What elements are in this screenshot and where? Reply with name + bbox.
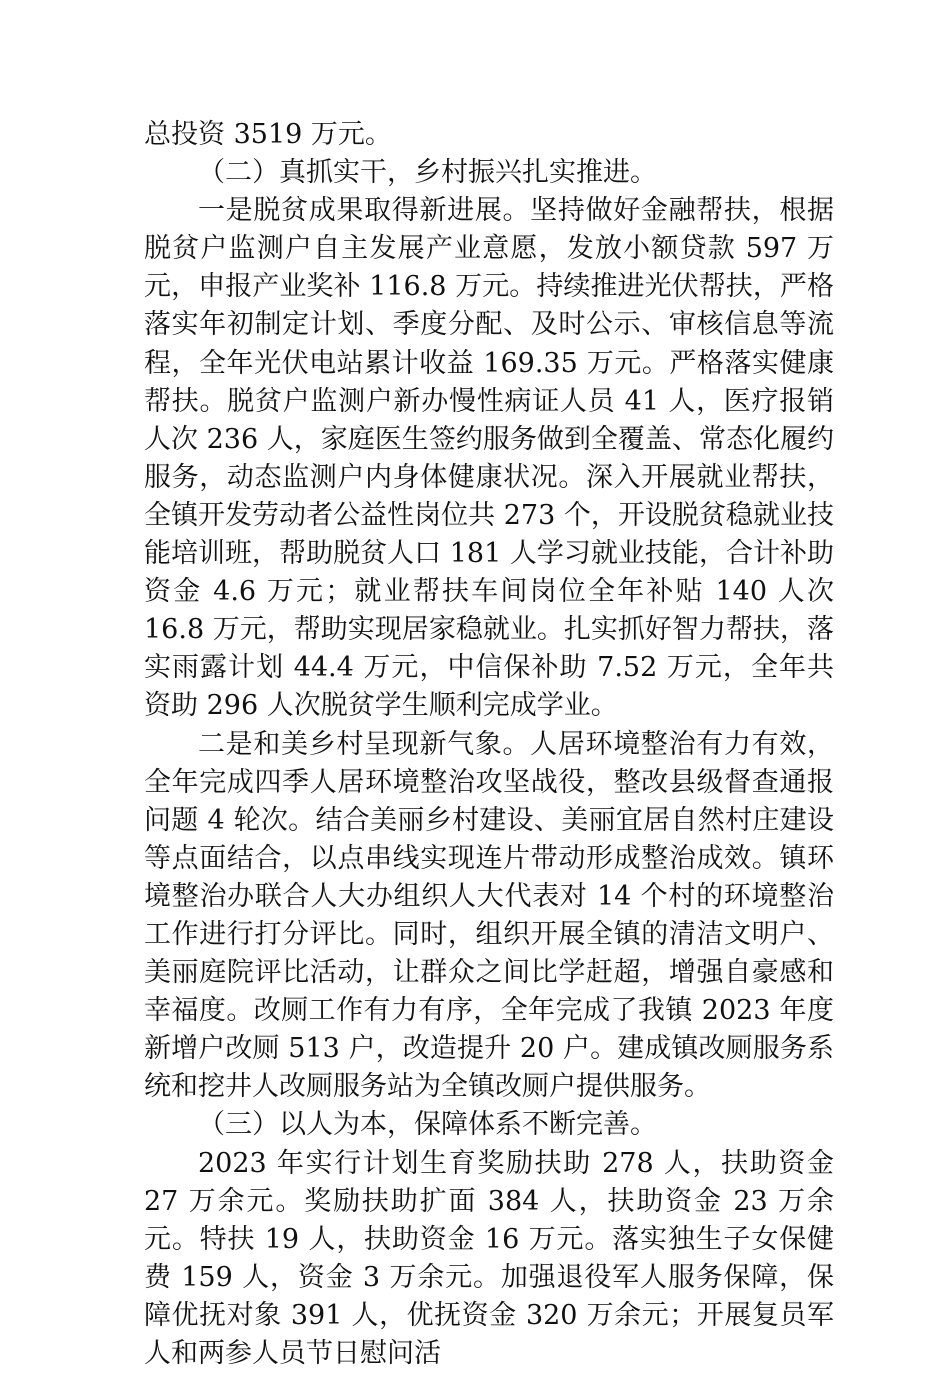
paragraph-total-investment: 总投资 3519 万元。 [144,119,392,150]
section-heading-security-system: （三）以人为本，保障体系不断完善。 [198,1109,657,1141]
document-body [144,116,834,1373]
paragraph-harmonious-village: 二是和美乡村呈现新气象。人居环境整治有力有效，全年完成四季人居环境整治攻坚战役，整改县级督查通报问题 4 轮次。结合美丽乡村建设、美丽宜居自然村庄建设等点面结合，以点串线实现连片带动形成整治成效。镇环境整治办联合人大办组织人大代表对 14 个村的环境整治工作进行打分评比。同时，组织开展全镇的清洁文明户、美丽庭院评比活动，让群众之间比学赶超，增强自豪感和幸福度。改厕工作有力有序，全年完成了我镇 2023 年度新增户改厕 513 户，改造提升 20 户。建成镇改厕服务系统和挖井人改厕服务站为全镇改厕户提供服务。 [144,728,834,1103]
section-heading-rural-revitalization: （二）真抓实干，乡村振兴扎实推进。 [198,157,657,189]
paragraph-poverty-alleviation: 一是脱贫成果取得新进展。坚持做好金融帮扶，根据脱贫户监测户自主发展产业意愿，发放小额贷款 597 万元，申报产业奖补 116.8 万元。持续推进光伏帮扶，严格落实年初制定计划、季度分配、及时公示、审核信息等流程，全年光伏电站累计收益 169.35 万元。严格落实健康帮扶。脱贫户监测户新办慢性病证人员 41 人，医疗报销人次 236 人，家庭医生签约服务做到全覆盖、常态化履约服务，动态监测户内身体健康状况。深入开展就业帮扶，全镇开发劳动者公益性岗位共 273 个，开设脱贫稳就业技能培训班，帮助脱贫人口 181 人学习就业技能，合计补助资金 4.6 万元；就业帮扶车间岗位全年补贴 140 人次 16.8 万元，帮助实现居家稳就业。扎实抓好智力帮扶，落实雨露计划 44.4 万元，中信保补助 7.52 万元，全年共资助 296 人次脱贫学生顺利完成学业。 [144,195,834,722]
paragraph-family-planning-assistance: 2023 年实行计划生育奖励扶助 278 人，扶助资金 27 万余元。奖励扶助扩面 384 人，扶助资金 23 万余元。特扶 19 人，扶助资金 16 万元。落实独生子女保健费 159 人，资金 3 万余元。加强退役军人服务保障，保障优抚对象 391 人，优抚资金 320 万余元；开展复员军人和两参人员节日慰问活 [144,1147,834,1369]
